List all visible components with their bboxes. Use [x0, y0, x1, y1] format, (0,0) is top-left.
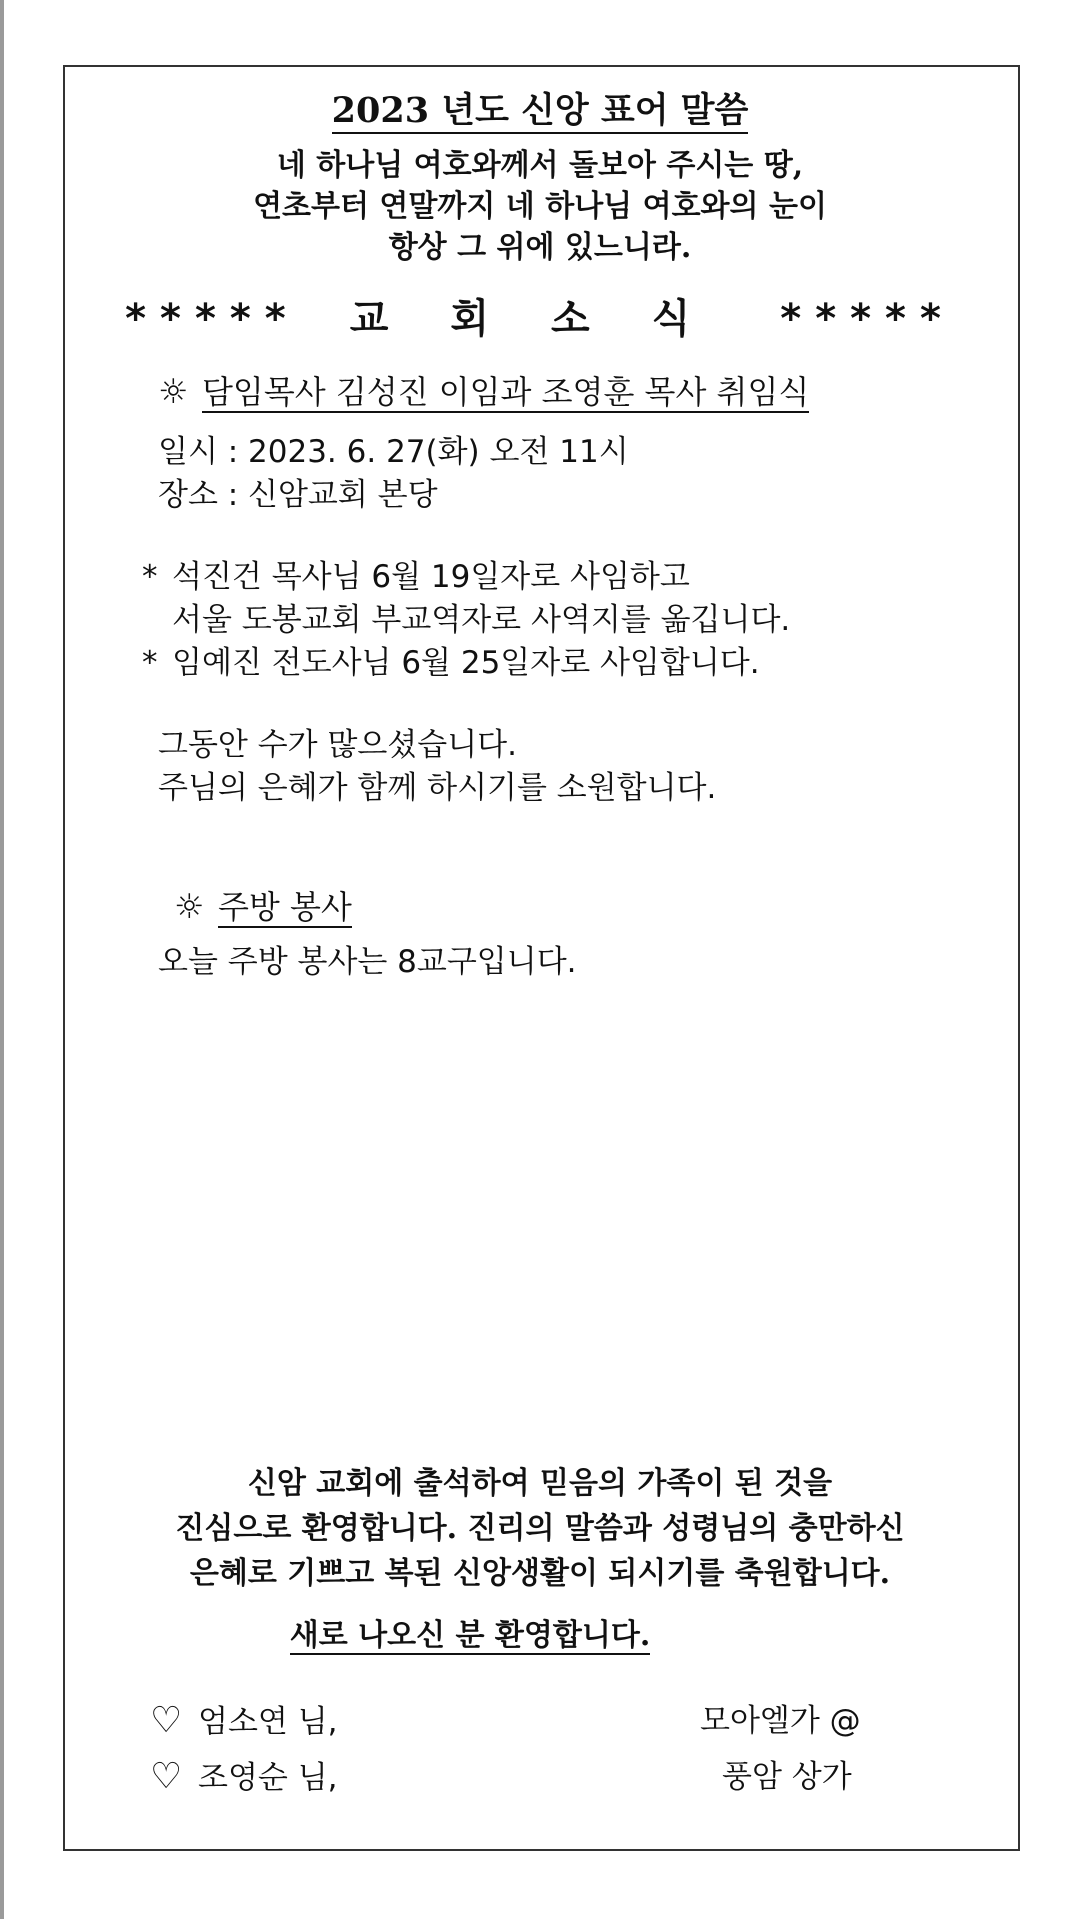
installation-place: 장소 : 신암교회 본당: [158, 477, 438, 513]
motto-verse-line-1: 네 하나님 여호와께서 돌보아 주시는 땅,: [276, 148, 804, 183]
welcome-line-2: 진심으로 환영합니다. 진리의 말씀과 성령님의 충만하신: [175, 1511, 905, 1546]
motto-title: 2023 년도 신앙 표어 말씀: [0, 88, 1080, 134]
thanks-line-1: 그동안 수가 많으셨습니다.: [158, 727, 517, 763]
announcement-item: * 임예진 전도사님 6월 25일자로 사임합니다.: [142, 642, 760, 684]
welcome-line-1: 신암 교회에 출석하여 믿음의 가족이 된 것을: [247, 1466, 833, 1501]
installation-section-title: ☼ 담임목사 김성진 이임과 조영훈 목사 취임식: [158, 372, 810, 412]
motto-verse-line-3: 항상 그 위에 있느니라.: [388, 230, 692, 265]
motto-verse-line-2: 연초부터 연말까지 네 하나님 여호와의 눈이: [253, 189, 827, 224]
newcomer-entry: ♡ 엄소연 님,: [150, 1700, 338, 1741]
bullet-marker: *: [142, 645, 158, 681]
bullet-marker: *: [142, 559, 158, 595]
newcomer-place: 풍암 상가: [722, 1759, 852, 1795]
church-news-title: 교회소식: [349, 296, 753, 342]
church-news-header: [0, 293, 1080, 345]
sun-icon: ☼: [174, 887, 205, 927]
sun-icon: ☼: [158, 372, 189, 412]
stars-left: *****: [125, 296, 300, 342]
stars-right: *****: [780, 296, 955, 342]
thanks-line-2: 주님의 은혜가 함께 하시기를 소원합니다.: [158, 770, 717, 806]
newcomer-welcome-title: 새로 나오신 분 환영합니다.: [289, 1618, 651, 1653]
heart-icon: ♡: [150, 1700, 183, 1741]
kitchen-text: 오늘 주방 봉사는 8교구입니다.: [158, 944, 577, 980]
kitchen-section-title: ☼ 주방 봉사: [174, 887, 352, 927]
welcome-line-3: 은혜로 기쁘고 복된 신앙생활이 되시기를 축원합니다.: [189, 1556, 891, 1591]
heart-icon: ♡: [150, 1756, 183, 1797]
newcomer-entry: ♡ 조영순 님,: [150, 1756, 338, 1797]
announcement-item-line: 서울 도봉교회 부교역자로 사역지를 옮깁니다.: [172, 602, 791, 638]
newcomer-place: 모아엘가 @: [700, 1703, 861, 1739]
announcement-item: * 석진건 목사님 6월 19일자로 사임하고: [142, 556, 690, 598]
installation-date: 일시 : 2023. 6. 27(화) 오전 11시: [158, 434, 629, 470]
